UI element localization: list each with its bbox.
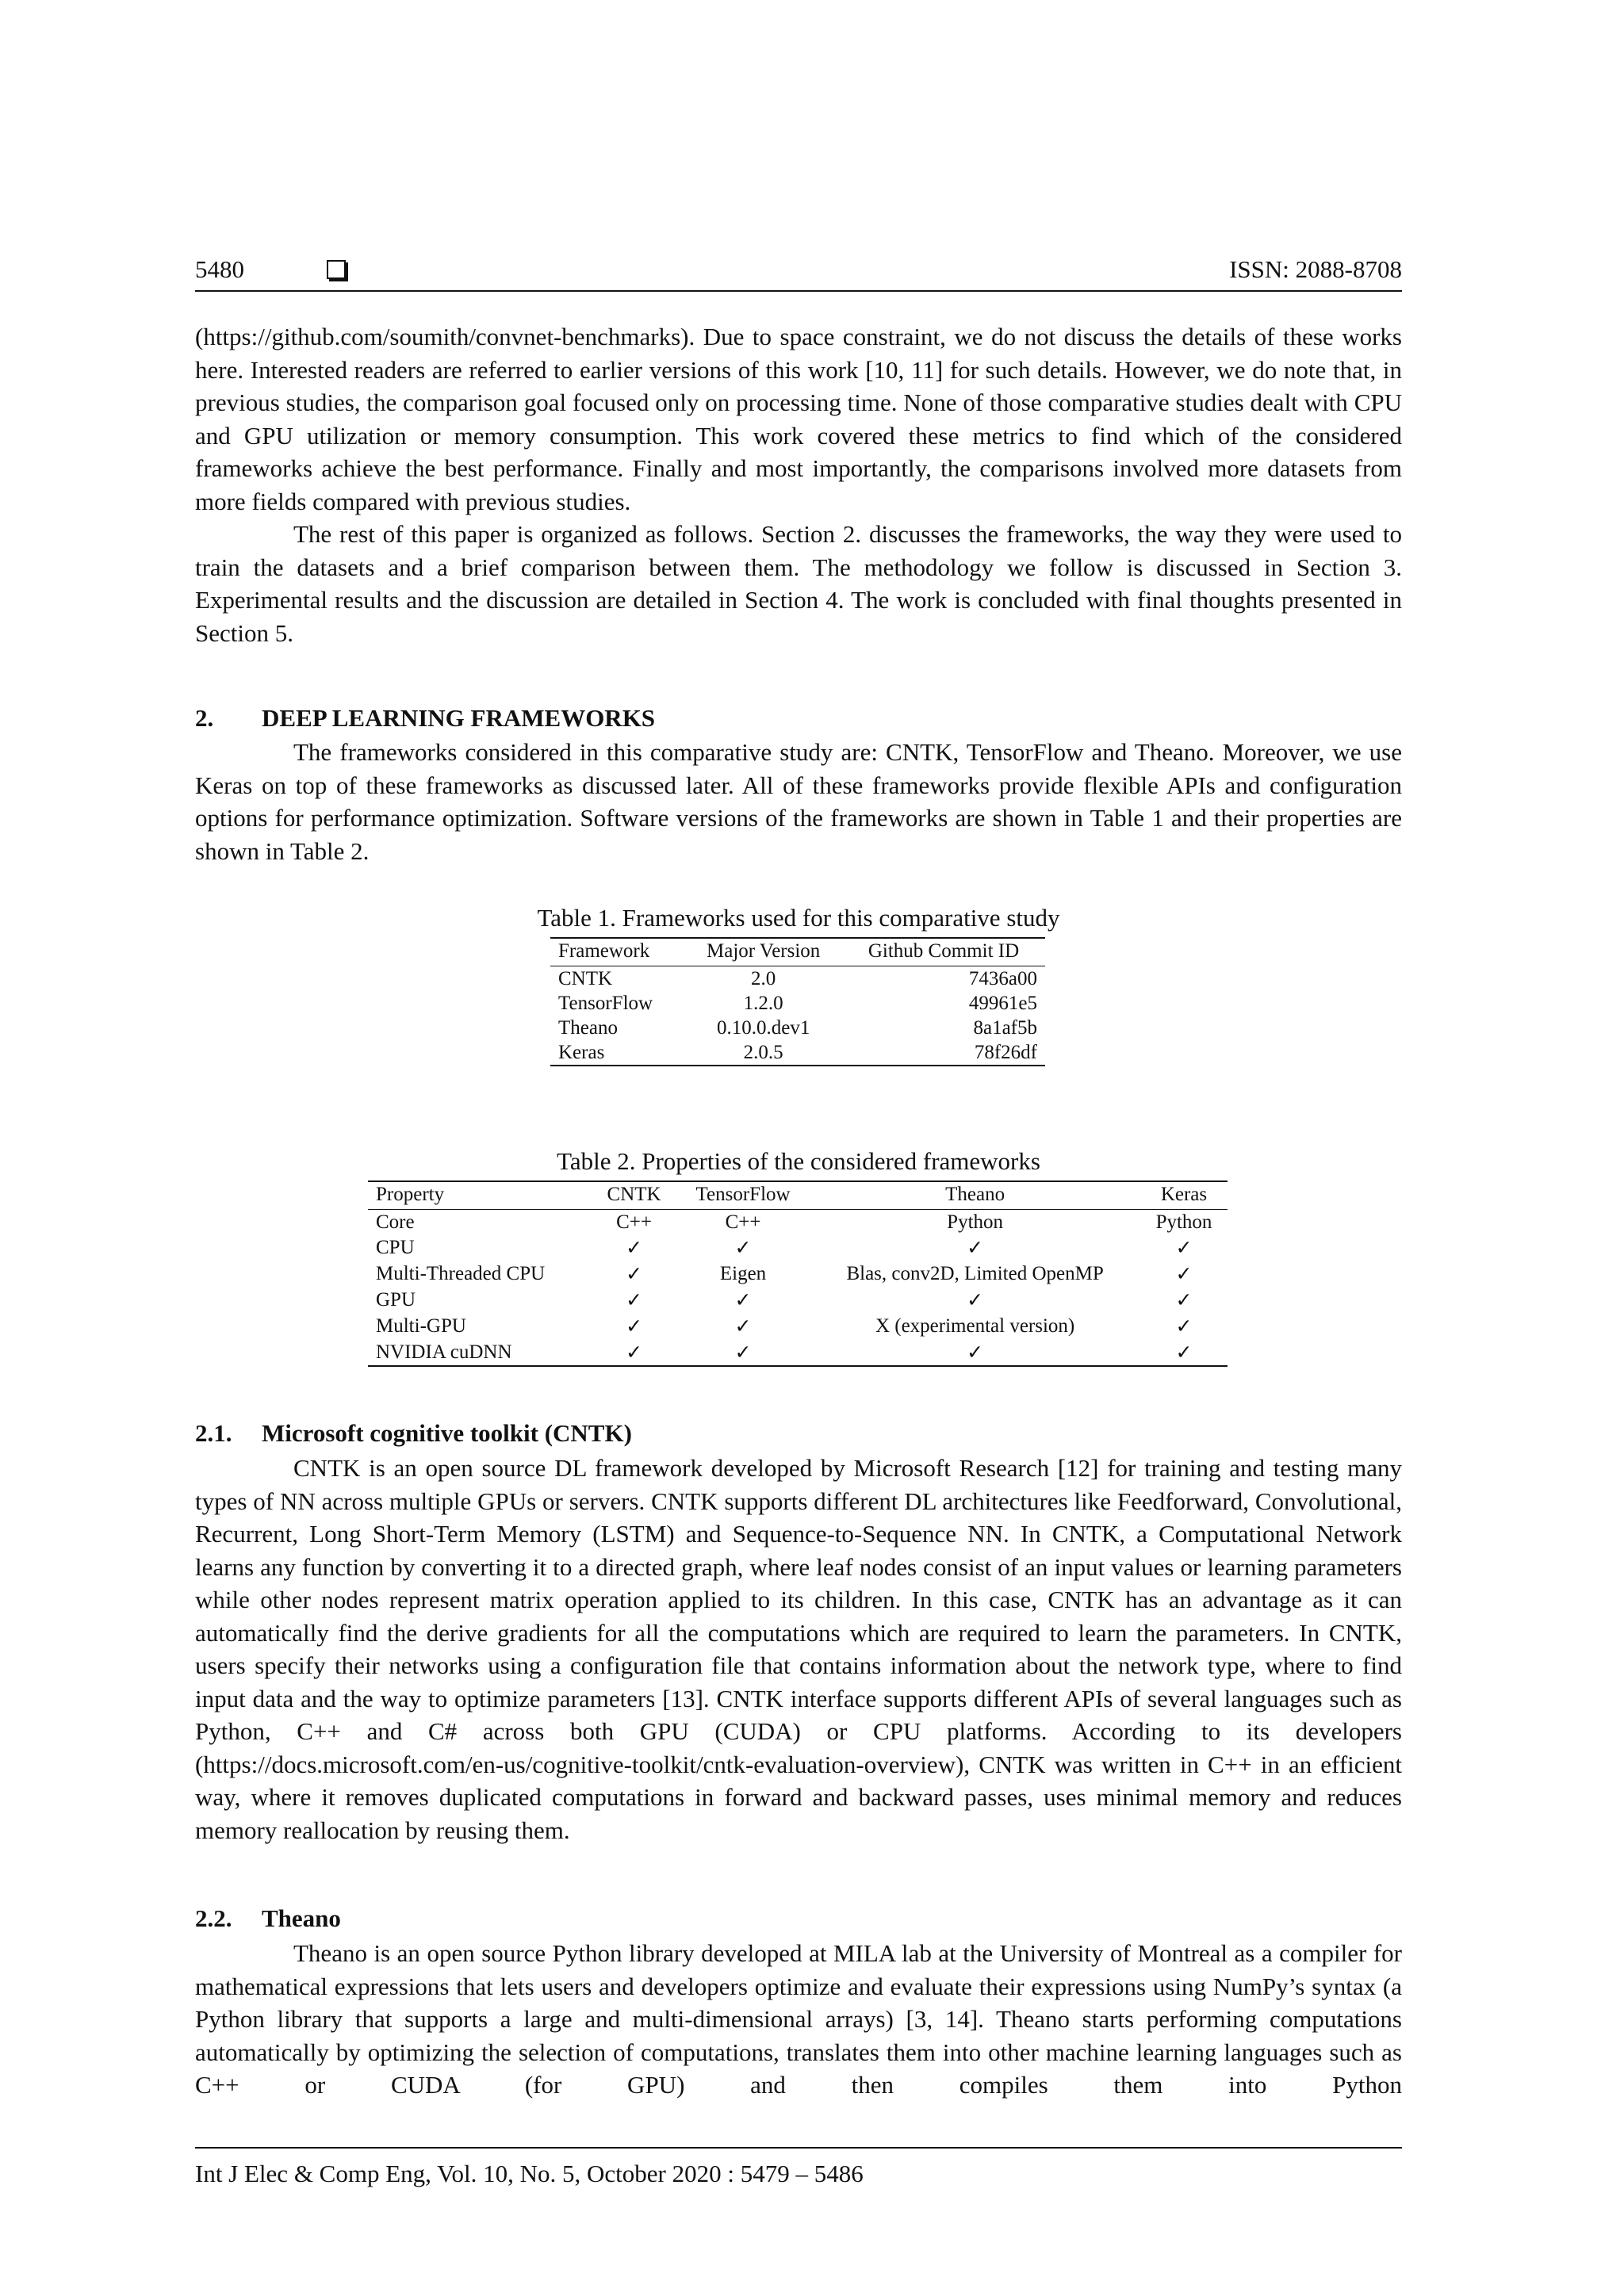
table-cell: ✓ <box>734 1290 752 1311</box>
table-row <box>368 1210 1228 1235</box>
table-cell: ✓ <box>592 1339 676 1366</box>
table-row <box>368 1261 1228 1287</box>
table-cell: Multi-Threaded CPU <box>376 1263 546 1284</box>
table-cell: NVIDIA cuDNN <box>368 1339 592 1366</box>
table-cell: ✓ <box>626 1238 643 1259</box>
table1 <box>550 937 1045 1066</box>
table-cell: 0.10.0.dev1 <box>716 1017 810 1039</box>
table-row <box>550 1040 1045 1066</box>
section-number: 2.1. <box>195 1419 232 1447</box>
table-cell: ✓ <box>1140 1339 1228 1366</box>
table-cell: ✓ <box>626 1264 643 1285</box>
table-cell: Python <box>947 1211 1004 1233</box>
table-cell: ✓ <box>626 1316 643 1337</box>
section-heading-2-2 <box>195 1904 341 1933</box>
column-header: Keras <box>1140 1181 1228 1210</box>
paragraph-organization: The rest of this paper is organized as follows. Section 2. discusses the frameworks, the way they were used to train the datasets and a brief comparison between them. The methodology we follow is discussed in Section 3. Experimental results and the discussion are detailed in Section 4. The work is concluded with final thoughts presented in Section 5. <box>195 520 1402 647</box>
table-cell: Multi-GPU <box>376 1315 466 1337</box>
table-cell: ✓ <box>810 1339 1140 1366</box>
table-cell: 7436a00 <box>968 968 1037 989</box>
table-row <box>368 1339 1228 1366</box>
table-cell: ✓ <box>1175 1238 1193 1259</box>
column-header: TensorFlow <box>676 1181 810 1210</box>
table-row <box>550 966 1045 992</box>
table-cell: ✓ <box>734 1316 752 1337</box>
table-cell: ✓ <box>676 1339 810 1366</box>
section-title: Theano <box>262 1904 341 1932</box>
table-cell: X (experimental version) <box>875 1315 1075 1337</box>
table-cell: ✓ <box>626 1290 643 1311</box>
table-cell: ✓ <box>1175 1264 1193 1285</box>
running-header <box>195 252 1402 292</box>
table-cell: ✓ <box>967 1290 984 1311</box>
table-header-row <box>550 938 1045 966</box>
table-row <box>550 991 1045 1016</box>
table-cell: 78f26df <box>842 1040 1045 1066</box>
table-cell: Blas, conv2D, Limited OpenMP <box>846 1263 1104 1284</box>
paragraph-frameworks: The frameworks considered in this comparative study are: CNTK, TensorFlow and Theano. Moreover, we use Keras on top of these frameworks as discussed later. All of these frameworks provide flexible APIs and configuration options for performance optimization. Software versions of the frameworks are shown in Table 1 and their properties are shown in Table 2. <box>195 738 1402 865</box>
table-cell: ✓ <box>1175 1290 1193 1311</box>
paragraph-intro: (https://github.com/soumith/convnet-benchmarks). Due to space constraint, we do not discuss the details of these works here. Interested readers are referred to earlier versions of this work [10, 11] for such details. However, we do note that, in previous studies, the comparison goal focused only on processing time. None of those comparative studies dealt with CPU and GPU utilization or memory consumption. This work covered these metrics to find which of the considered frameworks achieve the best performance. Finally and most importantly, the comparisons involved more datasets from more fields compared with previous studies. <box>195 323 1402 515</box>
table-row <box>368 1313 1228 1339</box>
table-header-row <box>368 1181 1228 1210</box>
section-number: 2.2. <box>195 1904 232 1932</box>
column-header: Property <box>368 1181 592 1210</box>
table-cell: 49961e5 <box>968 993 1037 1014</box>
table-cell: Python <box>1155 1211 1212 1233</box>
issn: ISSN: 2088-8708 <box>1229 255 1402 283</box>
page-number: 5480 <box>195 255 244 283</box>
table-cell: ✓ <box>734 1238 752 1259</box>
table-cell: ✓ <box>1175 1316 1193 1337</box>
column-header: Theano <box>810 1181 1140 1210</box>
column-header: Major Version <box>684 938 842 966</box>
table-cell: 1.2.0 <box>743 993 783 1014</box>
table-cell: ✓ <box>967 1238 984 1259</box>
column-header: CNTK <box>592 1181 676 1210</box>
table-cell: Core <box>376 1211 415 1233</box>
table-cell: Keras <box>550 1040 684 1066</box>
column-header: Github Commit ID <box>842 938 1045 966</box>
table-cell: Eigen <box>719 1263 767 1284</box>
table-cell: CNTK <box>558 968 613 989</box>
table-row <box>368 1287 1228 1313</box>
table-cell: GPU <box>376 1289 416 1311</box>
table-row <box>368 1234 1228 1261</box>
column-header: Framework <box>550 938 684 966</box>
table-cell: CPU <box>376 1237 415 1258</box>
section-title: DEEP LEARNING FRAMEWORKS <box>262 704 656 732</box>
table-row <box>550 1016 1045 1040</box>
section-number: 2. <box>195 704 214 732</box>
paragraph-cntk: CNTK is an open source DL framework developed by Microsoft Research [12] for training and testing many types of NN across multiple GPUs or servers. CNTK supports different DL architectures like Feedforward, Convolutional, Recurrent, Long Short-Term Memory (LSTM) and Sequence-to-Sequence NN. In CNTK, a Computational Network learns any function by converting it to a directed graph, where leaf nodes consist of an input values or learning parameters while other nodes represent matrix operation applied to its children. In this case, CNTK has an advantage as it can automatically find the derive gradients for all the computations which are required to learn the parameters. In CNTK, users specify their networks using a configuration file that contains information about the network type, where to find input data and the way to optimize parameters [13]. CNTK interface supports different APIs of several languages such as Python, C++ and C# across both GPU (CUDA) or CPU platforms. According to its developers (https://docs.microsoft.com/en-us/cognitive-toolkit/cntk-evaluation-overview), CNTK was written in C++ in an efficient way, where it removes duplicated computations in forward and backward passes, uses minimal memory and reduces memory reallocation by reusing them. <box>195 1454 1402 1844</box>
running-footer: Int J Elec & Comp Eng, Vol. 10, No. 5, October 2020 : 5479 – 5486 <box>195 2147 1402 2188</box>
section-heading-2-1 <box>195 1419 632 1448</box>
table-cell: Theano <box>558 1017 618 1039</box>
table2 <box>368 1181 1228 1367</box>
section-title: Microsoft cognitive toolkit (CNTK) <box>262 1419 632 1447</box>
table-cell: 2.0 <box>751 968 776 989</box>
section-heading-2 <box>195 704 655 733</box>
table1-caption: Table 1. Frameworks used for this comparative study <box>537 904 1060 932</box>
table-cell: C++ <box>725 1211 761 1233</box>
table2-caption: Table 2. Properties of the considered frameworks <box>557 1147 1040 1175</box>
table-cell: C++ <box>616 1211 652 1233</box>
table-cell: TensorFlow <box>558 993 653 1014</box>
paragraph-theano: Theano is an open source Python library developed at MILA lab at the University of Montreal as a compiler for mathematical expressions that lets users and developers optimize and evaluate their expressions using NumPy’s syntax (a Python library that supports a large and multi-dimensional arrays) [3, 14]. Theano starts performing computations automatically by optimizing the selection of computations, translates them into other machine learning languages such as C++ or CUDA (for GPU) and then compiles them into Python <box>195 1939 1402 2099</box>
box-icon <box>327 260 346 279</box>
table-cell: 2.0.5 <box>684 1040 842 1066</box>
table-cell: 8a1af5b <box>973 1017 1037 1039</box>
